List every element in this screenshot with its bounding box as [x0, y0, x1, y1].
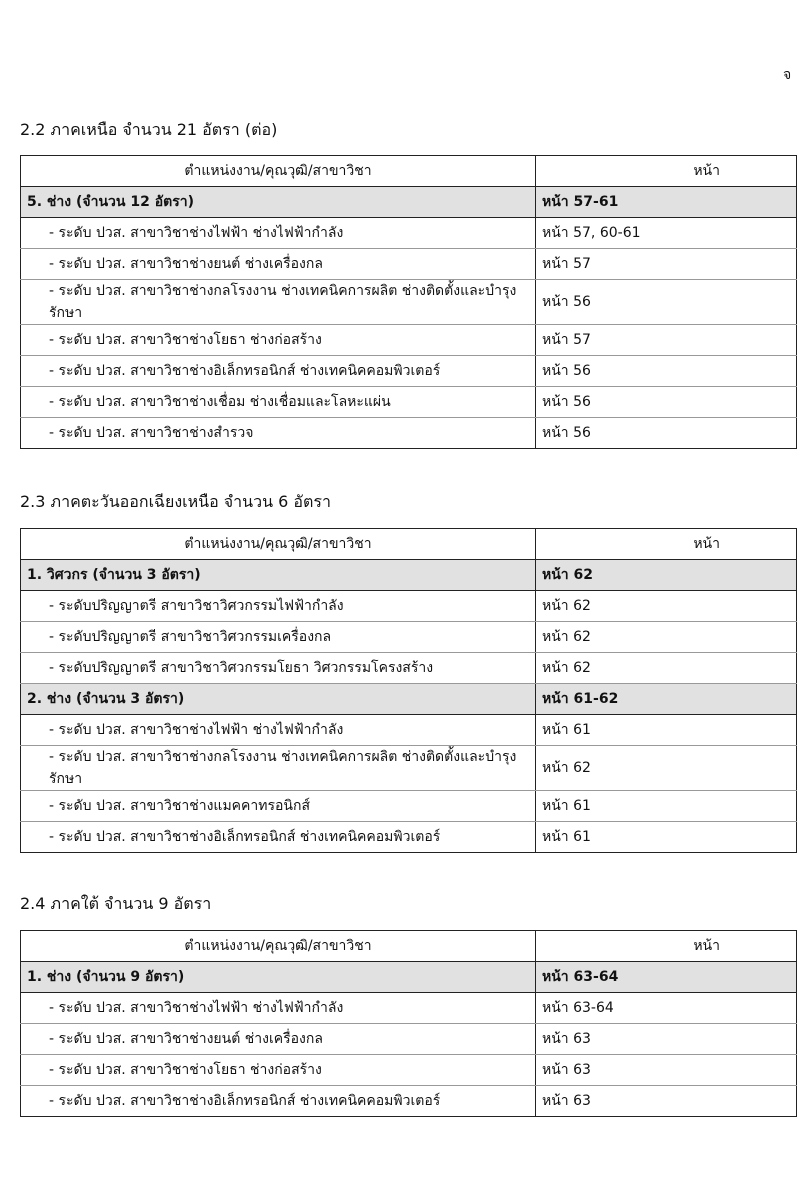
- table-row: [21, 387, 797, 418]
- table-row: [21, 791, 797, 822]
- header-page: หน้า: [536, 931, 797, 962]
- page-cell: หน้า 61-62: [536, 684, 797, 715]
- table-header-row: [21, 931, 797, 962]
- table-row: [21, 280, 797, 325]
- position-cell: - ระดับ ปวส. สาขาวิชาช่างไฟฟ้า ช่างไฟฟ้ากำลัง: [21, 993, 536, 1024]
- page-cell: หน้า 57: [536, 249, 797, 280]
- position-cell: - ระดับ ปวส. สาขาวิชาช่างแมคคาทรอนิกส์: [21, 791, 536, 822]
- page-cell: หน้า 56: [536, 418, 797, 449]
- page-cell: หน้า 62: [536, 746, 797, 791]
- table-row: [21, 356, 797, 387]
- section-table: [20, 930, 797, 1117]
- position-cell: - ระดับ ปวส. สาขาวิชาช่างยนต์ ช่างเครื่องกล: [21, 1024, 536, 1055]
- page-cell: หน้า 63-64: [536, 962, 797, 993]
- position-cell: - ระดับ ปวส. สาขาวิชาช่างโยธา ช่างก่อสร้าง: [21, 1055, 536, 1086]
- table-row: [21, 218, 797, 249]
- table-row: [21, 746, 797, 791]
- position-cell: - ระดับ ปวส. สาขาวิชาช่างยนต์ ช่างเครื่องกล: [21, 249, 536, 280]
- group-row: [21, 684, 797, 715]
- position-cell: - ระดับ ปวส. สาขาวิชาช่างอิเล็กทรอนิกส์ ช่างเทคนิคคอมพิวเตอร์: [21, 356, 536, 387]
- position-cell: 2. ช่าง (จำนวน 3 อัตรา): [21, 684, 536, 715]
- position-cell: - ระดับ ปวส. สาขาวิชาช่างสำรวจ: [21, 418, 536, 449]
- section-title: 2.2 ภาคเหนือ จำนวน 21 อัตรา (ต่อ): [20, 120, 278, 139]
- table-row: [21, 822, 797, 853]
- table-header-row: [21, 529, 797, 560]
- position-cell: - ระดับ ปวส. สาขาวิชาช่างอิเล็กทรอนิกส์ ช่างเทคนิคคอมพิวเตอร์: [21, 822, 536, 853]
- section-title: 2.4 ภาคใต้ จำนวน 9 อัตรา: [20, 894, 212, 913]
- page-cell: หน้า 63-64: [536, 993, 797, 1024]
- table-row: [21, 418, 797, 449]
- page-cell: หน้า 61: [536, 791, 797, 822]
- header-page: หน้า: [536, 156, 797, 187]
- table-row: [21, 1024, 797, 1055]
- table-row: [21, 591, 797, 622]
- table-row: [21, 653, 797, 684]
- page-cell: หน้า 61: [536, 822, 797, 853]
- table-row: [21, 622, 797, 653]
- position-cell: - ระดับ ปวส. สาขาวิชาช่างไฟฟ้า ช่างไฟฟ้ากำลัง: [21, 715, 536, 746]
- position-cell: - ระดับ ปวส. สาขาวิชาช่างเชื่อม ช่างเชื่อมและโลหะแผ่น: [21, 387, 536, 418]
- header-position: ตำแหน่งงาน/คุณวุฒิ/สาขาวิชา: [21, 529, 536, 560]
- page-cell: หน้า 61: [536, 715, 797, 746]
- group-row: [21, 962, 797, 993]
- position-cell: - ระดับ ปวส. สาขาวิชาช่างกลโรงงาน ช่างเทคนิคการผลิต ช่างติดตั้งและบำรุงรักษา: [21, 746, 536, 791]
- page-cell: หน้า 62: [536, 591, 797, 622]
- page-cell: หน้า 63: [536, 1055, 797, 1086]
- section-title: 2.3 ภาคตะวันออกเฉียงเหนือ จำนวน 6 อัตรา: [20, 492, 331, 511]
- section-table: [20, 155, 797, 449]
- position-cell: 5. ช่าง (จำนวน 12 อัตรา): [21, 187, 536, 218]
- table-row: [21, 249, 797, 280]
- page-cell: หน้า 62: [536, 653, 797, 684]
- position-cell: - ระดับ ปวส. สาขาวิชาช่างกลโรงงาน ช่างเทคนิคการผลิต ช่างติดตั้งและบำรุงรักษา: [21, 280, 536, 325]
- page-marker: จ: [783, 67, 792, 83]
- page-cell: หน้า 62: [536, 622, 797, 653]
- table-row: [21, 1055, 797, 1086]
- table-row: [21, 715, 797, 746]
- page-cell: หน้า 56: [536, 387, 797, 418]
- table-row: [21, 1086, 797, 1117]
- table-row: [21, 993, 797, 1024]
- page-cell: หน้า 56: [536, 356, 797, 387]
- table-header-row: [21, 156, 797, 187]
- page-cell: หน้า 63: [536, 1086, 797, 1117]
- section-table: [20, 528, 797, 853]
- position-cell: - ระดับปริญญาตรี สาขาวิชาวิศวกรรมเครื่องกล: [21, 622, 536, 653]
- header-position: ตำแหน่งงาน/คุณวุฒิ/สาขาวิชา: [21, 156, 536, 187]
- position-cell: - ระดับ ปวส. สาขาวิชาช่างอิเล็กทรอนิกส์ ช่างเทคนิคคอมพิวเตอร์: [21, 1086, 536, 1117]
- position-cell: - ระดับ ปวส. สาขาวิชาช่างไฟฟ้า ช่างไฟฟ้ากำลัง: [21, 218, 536, 249]
- position-cell: - ระดับ ปวส. สาขาวิชาช่างโยธา ช่างก่อสร้าง: [21, 325, 536, 356]
- position-cell: - ระดับปริญญาตรี สาขาวิชาวิศวกรรมไฟฟ้ากำลัง: [21, 591, 536, 622]
- group-row: [21, 560, 797, 591]
- header-page: หน้า: [536, 529, 797, 560]
- page-cell: หน้า 57, 60-61: [536, 218, 797, 249]
- page-cell: หน้า 57: [536, 325, 797, 356]
- group-row: [21, 187, 797, 218]
- page-cell: หน้า 56: [536, 280, 797, 325]
- page-cell: หน้า 62: [536, 560, 797, 591]
- page-cell: หน้า 63: [536, 1024, 797, 1055]
- position-cell: 1. วิศวกร (จำนวน 3 อัตรา): [21, 560, 536, 591]
- position-cell: 1. ช่าง (จำนวน 9 อัตรา): [21, 962, 536, 993]
- header-position: ตำแหน่งงาน/คุณวุฒิ/สาขาวิชา: [21, 931, 536, 962]
- table-row: [21, 325, 797, 356]
- position-cell: - ระดับปริญญาตรี สาขาวิชาวิศวกรรมโยธา วิศวกรรมโครงสร้าง: [21, 653, 536, 684]
- page-cell: หน้า 57-61: [536, 187, 797, 218]
